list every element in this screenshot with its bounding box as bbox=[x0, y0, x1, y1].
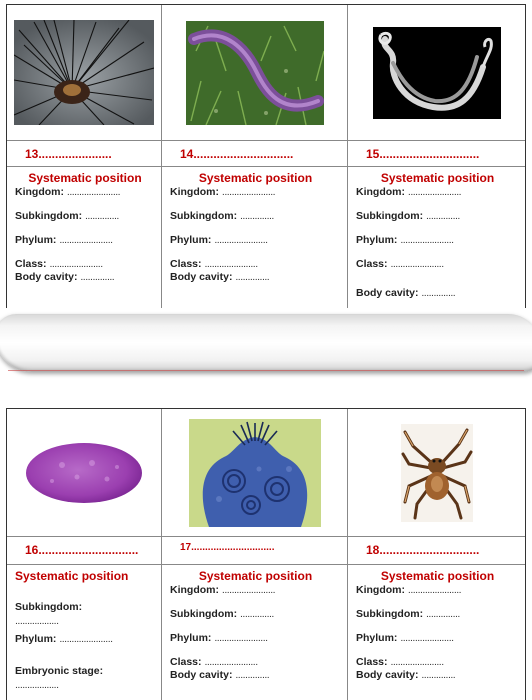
worksheet-bottom bbox=[6, 408, 526, 700]
phylum-label: Phylum: bbox=[170, 234, 212, 246]
section-title: Systematic position bbox=[15, 569, 129, 583]
phylum-blank[interactable]: ...................... bbox=[59, 633, 113, 645]
subkingdom-label: Subkingdom: bbox=[356, 608, 424, 620]
body-cavity-blank[interactable]: .............. bbox=[80, 271, 115, 283]
class-label: Class: bbox=[170, 656, 202, 668]
divider-line bbox=[8, 370, 524, 371]
systematic-info bbox=[162, 167, 347, 283]
phylum-blank[interactable]: ...................... bbox=[214, 234, 268, 246]
systematic-info bbox=[7, 167, 161, 283]
image-cell bbox=[7, 409, 161, 537]
kingdom-blank[interactable]: ...................... bbox=[221, 186, 276, 198]
systematic-info bbox=[348, 565, 525, 681]
image-cell bbox=[162, 5, 347, 141]
kingdom-label: Kingdom: bbox=[170, 584, 219, 596]
subkingdom-label: Subkingdom: bbox=[15, 210, 83, 222]
embryonic-stage-label: Embryonic stage: bbox=[15, 665, 104, 677]
kingdom-blank[interactable]: ...................... bbox=[407, 584, 462, 596]
kingdom-blank[interactable]: ...................... bbox=[221, 584, 276, 596]
image-cell bbox=[7, 5, 161, 141]
phylum-label: Phylum: bbox=[15, 633, 57, 645]
earthworm-image bbox=[186, 21, 324, 125]
image-cell bbox=[348, 5, 525, 141]
card-number: 13...................... bbox=[7, 141, 161, 167]
card-number: 16.............................. bbox=[7, 537, 161, 565]
subkingdom-blank[interactable]: .............. bbox=[426, 210, 460, 222]
class-label: Class: bbox=[356, 656, 388, 668]
phylum-label: Phylum: bbox=[15, 234, 57, 246]
card-number: 17.............................. bbox=[162, 537, 347, 565]
subkingdom-label: Subkingdom: bbox=[170, 608, 238, 620]
subkingdom-label: Subkingdom: bbox=[170, 210, 238, 222]
section-title: Systematic position bbox=[198, 569, 313, 583]
cercaria-coral-image bbox=[189, 419, 321, 527]
subkingdom-blank[interactable]: .................. bbox=[15, 615, 59, 627]
class-blank[interactable]: ...................... bbox=[204, 656, 258, 668]
class-label: Class: bbox=[356, 258, 388, 270]
body-cavity-blank[interactable]: .............. bbox=[235, 271, 270, 283]
worksheet-top bbox=[6, 4, 526, 310]
sea-urchin-image bbox=[14, 20, 154, 125]
phylum-blank[interactable]: ...................... bbox=[400, 234, 454, 246]
class-blank[interactable]: ...................... bbox=[49, 258, 103, 270]
phylum-blank[interactable]: ...................... bbox=[400, 632, 454, 644]
subkingdom-blank[interactable]: .............. bbox=[240, 608, 274, 620]
kingdom-label: Kingdom: bbox=[170, 186, 219, 198]
phylum-blank[interactable]: ...................... bbox=[59, 234, 113, 246]
subkingdom-blank[interactable]: .............. bbox=[426, 608, 460, 620]
card-number: 14.............................. bbox=[162, 141, 347, 167]
phylum-label: Phylum: bbox=[356, 632, 398, 644]
body-cavity-label: Body cavity: bbox=[356, 287, 419, 299]
kingdom-blank[interactable]: ...................... bbox=[407, 186, 462, 198]
kingdom-label: Kingdom: bbox=[356, 186, 405, 198]
image-cell bbox=[162, 409, 347, 537]
kingdom-blank[interactable]: ...................... bbox=[66, 186, 121, 198]
nematode-worm-image bbox=[373, 27, 501, 119]
class-blank[interactable]: ...................... bbox=[390, 258, 444, 270]
card-17 bbox=[162, 409, 348, 700]
spider-image bbox=[401, 424, 473, 522]
card-number: 15.............................. bbox=[348, 141, 525, 167]
kingdom-label: Kingdom: bbox=[356, 584, 405, 596]
page-tear-divider bbox=[0, 308, 532, 406]
embryonic-stage-blank[interactable]: .................. bbox=[15, 679, 59, 691]
subkingdom-blank[interactable]: .............. bbox=[85, 210, 119, 222]
card-18 bbox=[348, 409, 525, 700]
body-cavity-blank[interactable]: .............. bbox=[421, 287, 456, 299]
planula-larva-image bbox=[22, 437, 146, 509]
section-title: Systematic position bbox=[28, 171, 142, 185]
body-cavity-blank[interactable]: .............. bbox=[421, 669, 456, 681]
systematic-info bbox=[7, 565, 161, 691]
section-title: Systematic position bbox=[380, 569, 495, 583]
body-cavity-blank[interactable]: .............. bbox=[235, 669, 270, 681]
image-cell bbox=[348, 409, 525, 537]
class-label: Class: bbox=[15, 258, 47, 270]
section-title: Systematic position bbox=[198, 171, 313, 185]
body-cavity-label: Body cavity: bbox=[15, 271, 78, 283]
class-label: Class: bbox=[170, 258, 202, 270]
section-title: Systematic position bbox=[380, 171, 495, 185]
subkingdom-blank[interactable]: .............. bbox=[240, 210, 274, 222]
systematic-info bbox=[162, 565, 347, 681]
card-16 bbox=[7, 409, 162, 700]
systematic-info bbox=[348, 167, 525, 299]
body-cavity-label: Body cavity: bbox=[356, 669, 419, 681]
paper-curl bbox=[0, 314, 532, 372]
body-cavity-label: Body cavity: bbox=[170, 271, 233, 283]
card-14 bbox=[162, 5, 348, 309]
phylum-label: Phylum: bbox=[170, 632, 212, 644]
card-15 bbox=[348, 5, 525, 309]
subkingdom-label: Subkingdom: bbox=[15, 601, 83, 613]
phylum-blank[interactable]: ...................... bbox=[214, 632, 268, 644]
kingdom-label: Kingdom: bbox=[15, 186, 64, 198]
body-cavity-label: Body cavity: bbox=[170, 669, 233, 681]
phylum-label: Phylum: bbox=[356, 234, 398, 246]
subkingdom-label: Subkingdom: bbox=[356, 210, 424, 222]
card-number: 18.............................. bbox=[348, 537, 525, 565]
class-blank[interactable]: ...................... bbox=[204, 258, 258, 270]
card-13 bbox=[7, 5, 162, 309]
class-blank[interactable]: ...................... bbox=[390, 656, 444, 668]
